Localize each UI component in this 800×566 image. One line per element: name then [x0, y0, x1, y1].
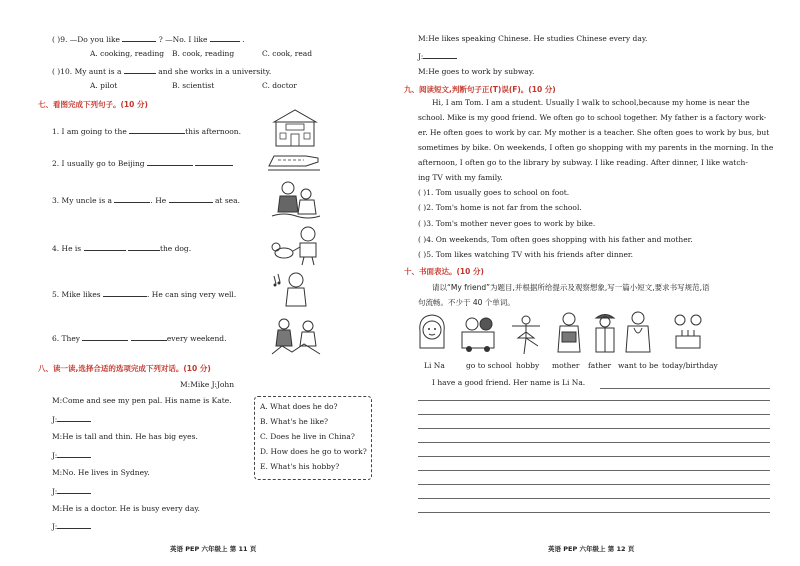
s7-item-6: 6. They every weekend.	[52, 334, 227, 343]
doctor-image	[620, 310, 656, 356]
statement-4[interactable]: ( )4. On weekends, Tom often goes shopping with his father and mother.	[418, 235, 693, 244]
passage-line-4: sometimes by bike. On weekends, I often go shopping with my parents in the morning. In the	[418, 143, 774, 152]
label-father: father	[588, 361, 612, 370]
q9-option-a[interactable]: A. cooking, reading	[90, 49, 165, 58]
answer-blank[interactable]	[84, 243, 126, 251]
writing-line[interactable]	[418, 484, 770, 485]
statement-2[interactable]: ( )2. Tom's home is not far from the school.	[418, 203, 582, 212]
writing-line[interactable]	[418, 400, 770, 401]
q10-option-c[interactable]: C. doctor	[262, 81, 297, 90]
writing-starter: I have a good friend. Her name is Li Na.	[432, 378, 586, 387]
dialog-cont-1: M:He likes speaking Chinese. He studies Chinese every day.	[418, 34, 648, 43]
answer-blank[interactable]	[103, 289, 147, 297]
option-e[interactable]: E. What's his hobby?	[260, 462, 340, 471]
answer-blank[interactable]	[114, 195, 150, 203]
writing-line[interactable]	[418, 498, 770, 499]
section-8-title: 八、读一读,选择合适的选项完成下列对话。(10 分)	[38, 364, 211, 373]
answer-blank[interactable]	[82, 333, 128, 341]
label-want-to-be: want to be	[618, 361, 659, 370]
dancer-image	[508, 314, 544, 356]
girl-portrait-image	[414, 312, 450, 354]
dialog-line-3: M:He is tall and thin. He has big eyes.	[52, 432, 198, 441]
label-today-birthday: today/birthday	[662, 361, 718, 370]
q9-option-b[interactable]: B. cook, reading	[172, 49, 235, 58]
writing-line[interactable]	[418, 414, 770, 415]
answer-blank[interactable]	[124, 66, 156, 74]
answer-blank[interactable]	[423, 51, 457, 59]
writing-line[interactable]	[600, 388, 770, 389]
passage-line-5: afternoon, I often go to the library by subway. I like reading. After dinner, I like watch-	[418, 158, 748, 167]
answer-blank[interactable]	[195, 158, 233, 166]
dialog-line-8: J:	[52, 521, 91, 531]
writing-line[interactable]	[418, 456, 770, 457]
passage-line-6: ing TV with my family.	[418, 173, 503, 182]
hiking-image	[270, 316, 324, 356]
answer-blank[interactable]	[122, 34, 156, 42]
question-9: ( )9. —Do you like ? —No. I like .	[52, 35, 245, 44]
dialog-cont-2: J:	[418, 51, 457, 61]
building-image	[270, 108, 320, 148]
writing-line[interactable]	[418, 512, 770, 513]
dialog-line-5: M:No. He lives in Sydney.	[52, 468, 150, 477]
statement-3[interactable]: ( )3. Tom's mother never goes to work by bike.	[418, 219, 596, 228]
dialog-line-4: J:	[52, 450, 91, 460]
answer-blank[interactable]	[57, 414, 91, 422]
section-7-title: 七、看图完成下列句子。(10 分)	[38, 100, 148, 109]
dialog-roles: M:Mike J:John	[180, 380, 235, 389]
statement-5[interactable]: ( )5. Tom likes watching TV with his friends after dinner.	[418, 250, 634, 259]
answer-blank[interactable]	[57, 521, 91, 529]
dialog-cont-3: M:He goes to work by subway.	[418, 67, 535, 76]
passage-line-1: Hi, I am Tom. I am a student. Usually I walk to school,because my home is near the	[432, 98, 750, 107]
passage-line-3: er. He often goes to work by car. My mother is a teacher. She often goes to work by bus, but	[418, 128, 770, 137]
dialog-line-2: J:	[52, 414, 91, 424]
birthday-cake-image	[668, 312, 708, 354]
q10-option-a[interactable]: A. pilot	[90, 81, 118, 90]
s7-item-1: 1. I am going to the this afternoon.	[52, 127, 242, 136]
writing-line[interactable]	[418, 442, 770, 443]
answer-blank[interactable]	[57, 486, 91, 494]
writing-prompt-1: 请以“My friend”为题目,并根据所给提示及观察想象,写一篇小短文,要求书写规范,语	[432, 283, 710, 292]
father-worker-image	[588, 312, 622, 356]
answer-blank[interactable]	[147, 158, 193, 166]
sailor-image	[270, 178, 322, 220]
option-d[interactable]: D. How does he go to work?	[260, 447, 367, 456]
writing-line[interactable]	[418, 428, 770, 429]
option-c[interactable]: C. Does he live in China?	[260, 432, 355, 441]
answer-blank[interactable]	[131, 333, 167, 341]
dialog-line-7: M:He is a doctor. He is busy every day.	[52, 504, 200, 513]
writing-line[interactable]	[418, 470, 770, 471]
question-10: ( )10. My aunt is a and she works in a university.	[52, 67, 272, 76]
mother-teacher-image	[552, 312, 586, 356]
writing-prompt-2: 句流畅。不少于 40 个单词。	[418, 298, 515, 307]
option-a[interactable]: A. What does he do?	[260, 402, 338, 411]
answer-blank[interactable]	[169, 195, 213, 203]
label-li-na: Li Na	[424, 361, 445, 370]
train-image	[266, 152, 322, 174]
answer-blank[interactable]	[129, 126, 185, 134]
right-footer: 英语 PEP 六年级上 第 12 页	[548, 545, 635, 553]
answer-blank[interactable]	[128, 243, 160, 251]
q10-option-b[interactable]: B. scientist	[172, 81, 215, 90]
boy-with-dog-image	[270, 225, 324, 267]
singer-image	[270, 270, 320, 312]
section-10-title: 十、书面表达。(10 分)	[404, 267, 484, 276]
q9-option-c[interactable]: C. cook, read	[262, 49, 313, 58]
option-b[interactable]: B. What's he like?	[260, 417, 329, 426]
s7-item-4: 4. He is the dog.	[52, 244, 192, 253]
s7-item-5: 5. Mike likes . He can sing very well.	[52, 290, 237, 299]
answer-blank[interactable]	[57, 450, 91, 458]
s7-item-2: 2. I usually go to Beijing	[52, 158, 233, 168]
label-go-to-school: go to school	[466, 361, 512, 370]
dialog-line-1: M:Come and see my pen pal. His name is Kate.	[52, 396, 232, 405]
s7-item-3: 3. My uncle is a . He at sea.	[52, 196, 240, 205]
left-footer: 英语 PEP 六年级上 第 11 页	[170, 545, 257, 553]
label-hobby: hobby	[516, 361, 540, 370]
bus-image	[458, 314, 498, 354]
passage-line-2: school. Mike is my good friend. We often go to school together. My father is a factory work-	[418, 113, 767, 122]
section-9-title: 九、阅读短文,判断句子正(T)误(F)。(10 分)	[404, 85, 556, 94]
answer-blank[interactable]	[210, 34, 240, 42]
label-mother: mother	[552, 361, 580, 370]
statement-1[interactable]: ( )1. Tom usually goes to school on foot.	[418, 188, 570, 197]
dialog-line-6: J:	[52, 486, 91, 496]
